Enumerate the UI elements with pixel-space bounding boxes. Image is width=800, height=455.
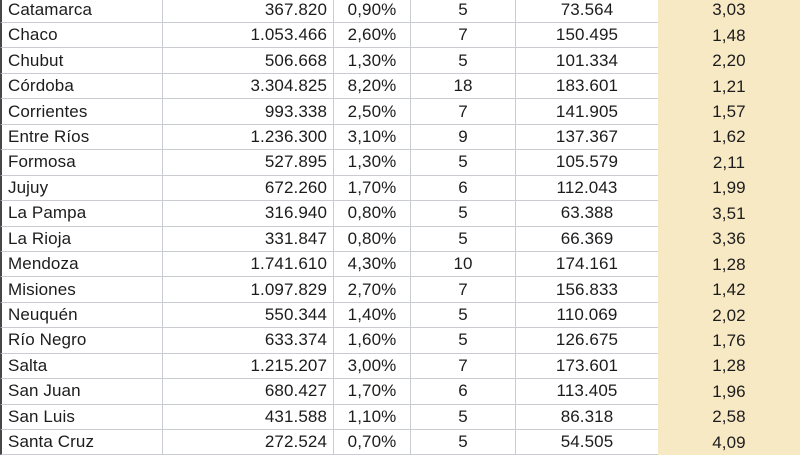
table-row [0,74,800,99]
cell-seats[interactable]: 5 [410,201,515,226]
cell-percent[interactable]: 1,10% [333,405,410,430]
cell-population[interactable]: 527.895 [162,150,333,175]
cell-population[interactable]: 1.236.300 [162,125,333,150]
cell-pop-per-seat[interactable]: 105.579 [515,150,658,175]
cell-seats[interactable]: 5 [410,227,515,252]
cell-percent[interactable]: 2,50% [333,99,410,124]
cell-province[interactable]: Mendoza [0,252,162,277]
cell-province[interactable]: Corrientes [0,99,162,124]
cell-percent[interactable]: 0,70% [333,430,410,455]
cell-seats[interactable]: 7 [410,23,515,48]
cell-ratio[interactable]: 2,58 [658,405,800,430]
cell-pop-per-seat[interactable]: 156.833 [515,277,658,302]
cell-percent[interactable]: 4,30% [333,252,410,277]
cell-population[interactable]: 680.427 [162,379,333,404]
cell-ratio[interactable]: 1,99 [658,176,800,201]
cell-seats[interactable]: 5 [410,405,515,430]
cell-pop-per-seat[interactable]: 73.564 [515,0,658,23]
cell-pop-per-seat[interactable]: 101.334 [515,48,658,73]
cell-population[interactable]: 506.668 [162,48,333,73]
cell-seats[interactable]: 5 [410,150,515,175]
table-row [0,430,800,455]
cell-percent[interactable]: 1,70% [333,176,410,201]
cell-seats[interactable]: 6 [410,379,515,404]
cell-seats[interactable]: 5 [410,328,515,353]
cell-province[interactable]: Chaco [0,23,162,48]
cell-pop-per-seat[interactable]: 137.367 [515,125,658,150]
cell-seats[interactable]: 5 [410,48,515,73]
cell-pop-per-seat[interactable]: 173.601 [515,354,658,379]
cell-ratio[interactable]: 1,48 [658,23,800,48]
cell-percent[interactable]: 2,60% [333,23,410,48]
table-row [0,252,800,277]
cell-pop-per-seat[interactable]: 174.161 [515,252,658,277]
cell-province[interactable]: San Luis [0,405,162,430]
cell-population[interactable]: 431.588 [162,405,333,430]
cell-pop-per-seat[interactable]: 141.905 [515,99,658,124]
cell-percent[interactable]: 3,10% [333,125,410,150]
table-row [0,379,800,404]
cell-pop-per-seat[interactable]: 183.601 [515,74,658,99]
cell-province[interactable]: Catamarca [0,0,162,23]
table-row [0,176,800,201]
cell-seats[interactable]: 7 [410,99,515,124]
cell-ratio[interactable]: 1,28 [658,252,800,277]
cell-ratio[interactable]: 1,96 [658,379,800,404]
cell-percent[interactable]: 0,90% [333,0,410,23]
cell-pop-per-seat[interactable]: 63.388 [515,201,658,226]
cell-population[interactable]: 672.260 [162,176,333,201]
cell-population[interactable]: 331.847 [162,227,333,252]
cell-population[interactable]: 1.053.466 [162,23,333,48]
cell-population[interactable]: 993.338 [162,99,333,124]
cell-ratio[interactable]: 2,20 [658,48,800,73]
cell-pop-per-seat[interactable]: 54.505 [515,430,658,455]
cell-pop-per-seat[interactable]: 66.369 [515,227,658,252]
cell-province[interactable]: Formosa [0,150,162,175]
cell-ratio[interactable]: 4,09 [658,430,800,455]
cell-pop-per-seat[interactable]: 126.675 [515,328,658,353]
table-row [0,99,800,124]
cell-province[interactable]: Misiones [0,277,162,302]
cell-percent[interactable]: 2,70% [333,277,410,302]
cell-pop-per-seat[interactable]: 113.405 [515,379,658,404]
table-row [0,354,800,379]
cell-percent[interactable]: 8,20% [333,74,410,99]
cell-population[interactable]: 633.374 [162,328,333,353]
cell-province[interactable]: La Pampa [0,201,162,226]
cell-province[interactable]: La Rioja [0,227,162,252]
table-row [0,227,800,252]
cell-percent[interactable]: 1,30% [333,48,410,73]
cell-province[interactable]: Neuquén [0,303,162,328]
cell-province[interactable]: San Juan [0,379,162,404]
cell-population[interactable]: 367.820 [162,0,333,23]
cell-ratio[interactable]: 3,03 [658,0,800,23]
cell-ratio[interactable]: 2,11 [658,150,800,175]
cell-percent[interactable]: 0,80% [333,227,410,252]
cell-pop-per-seat[interactable]: 112.043 [515,176,658,201]
cell-ratio[interactable]: 1,28 [658,354,800,379]
cell-percent[interactable]: 1,60% [333,328,410,353]
cell-province[interactable]: Entre Ríos [0,125,162,150]
table-row [0,328,800,353]
cell-ratio[interactable]: 1,76 [658,328,800,353]
cell-seats[interactable]: 6 [410,176,515,201]
cell-percent[interactable]: 1,30% [333,150,410,175]
cell-percent[interactable]: 1,70% [333,379,410,404]
cell-population[interactable]: 1.741.610 [162,252,333,277]
table-row [0,23,800,48]
table-row [0,48,800,73]
cell-ratio[interactable]: 1,21 [658,74,800,99]
cell-seats[interactable]: 5 [410,303,515,328]
cell-seats[interactable]: 5 [410,0,515,23]
table-row [0,125,800,150]
cell-seats[interactable]: 5 [410,430,515,455]
cell-seats[interactable]: 18 [410,74,515,99]
cell-population[interactable]: 3.304.825 [162,74,333,99]
cell-percent[interactable]: 0,80% [333,201,410,226]
cell-population[interactable]: 1.097.829 [162,277,333,302]
cell-ratio[interactable]: 2,02 [658,303,800,328]
table-row [0,150,800,175]
cell-ratio[interactable]: 1,57 [658,99,800,124]
cell-ratio[interactable]: 3,36 [658,227,800,252]
cell-province[interactable]: Río Negro [0,328,162,353]
cell-ratio[interactable]: 1,62 [658,125,800,150]
cell-pop-per-seat[interactable]: 150.495 [515,23,658,48]
cell-seats[interactable]: 7 [410,277,515,302]
cell-province[interactable]: Santa Cruz [0,430,162,455]
cell-province[interactable]: Chubut [0,48,162,73]
cell-pop-per-seat[interactable]: 110.069 [515,303,658,328]
cell-percent[interactable]: 3,00% [333,354,410,379]
cell-ratio[interactable]: 1,42 [658,277,800,302]
cell-province[interactable]: Jujuy [0,176,162,201]
cell-population[interactable]: 550.344 [162,303,333,328]
cell-percent[interactable]: 1,40% [333,303,410,328]
cell-seats[interactable]: 10 [410,252,515,277]
table-row [0,303,800,328]
cell-pop-per-seat[interactable]: 86.318 [515,405,658,430]
table-row [0,0,800,23]
cell-population[interactable]: 272.524 [162,430,333,455]
cell-seats[interactable]: 7 [410,354,515,379]
cell-ratio[interactable]: 3,51 [658,201,800,226]
table-row [0,405,800,430]
cell-province[interactable]: Córdoba [0,74,162,99]
cell-population[interactable]: 1.215.207 [162,354,333,379]
table-row [0,201,800,226]
table-row [0,277,800,302]
cell-seats[interactable]: 9 [410,125,515,150]
cell-province[interactable]: Salta [0,354,162,379]
cell-population[interactable]: 316.940 [162,201,333,226]
